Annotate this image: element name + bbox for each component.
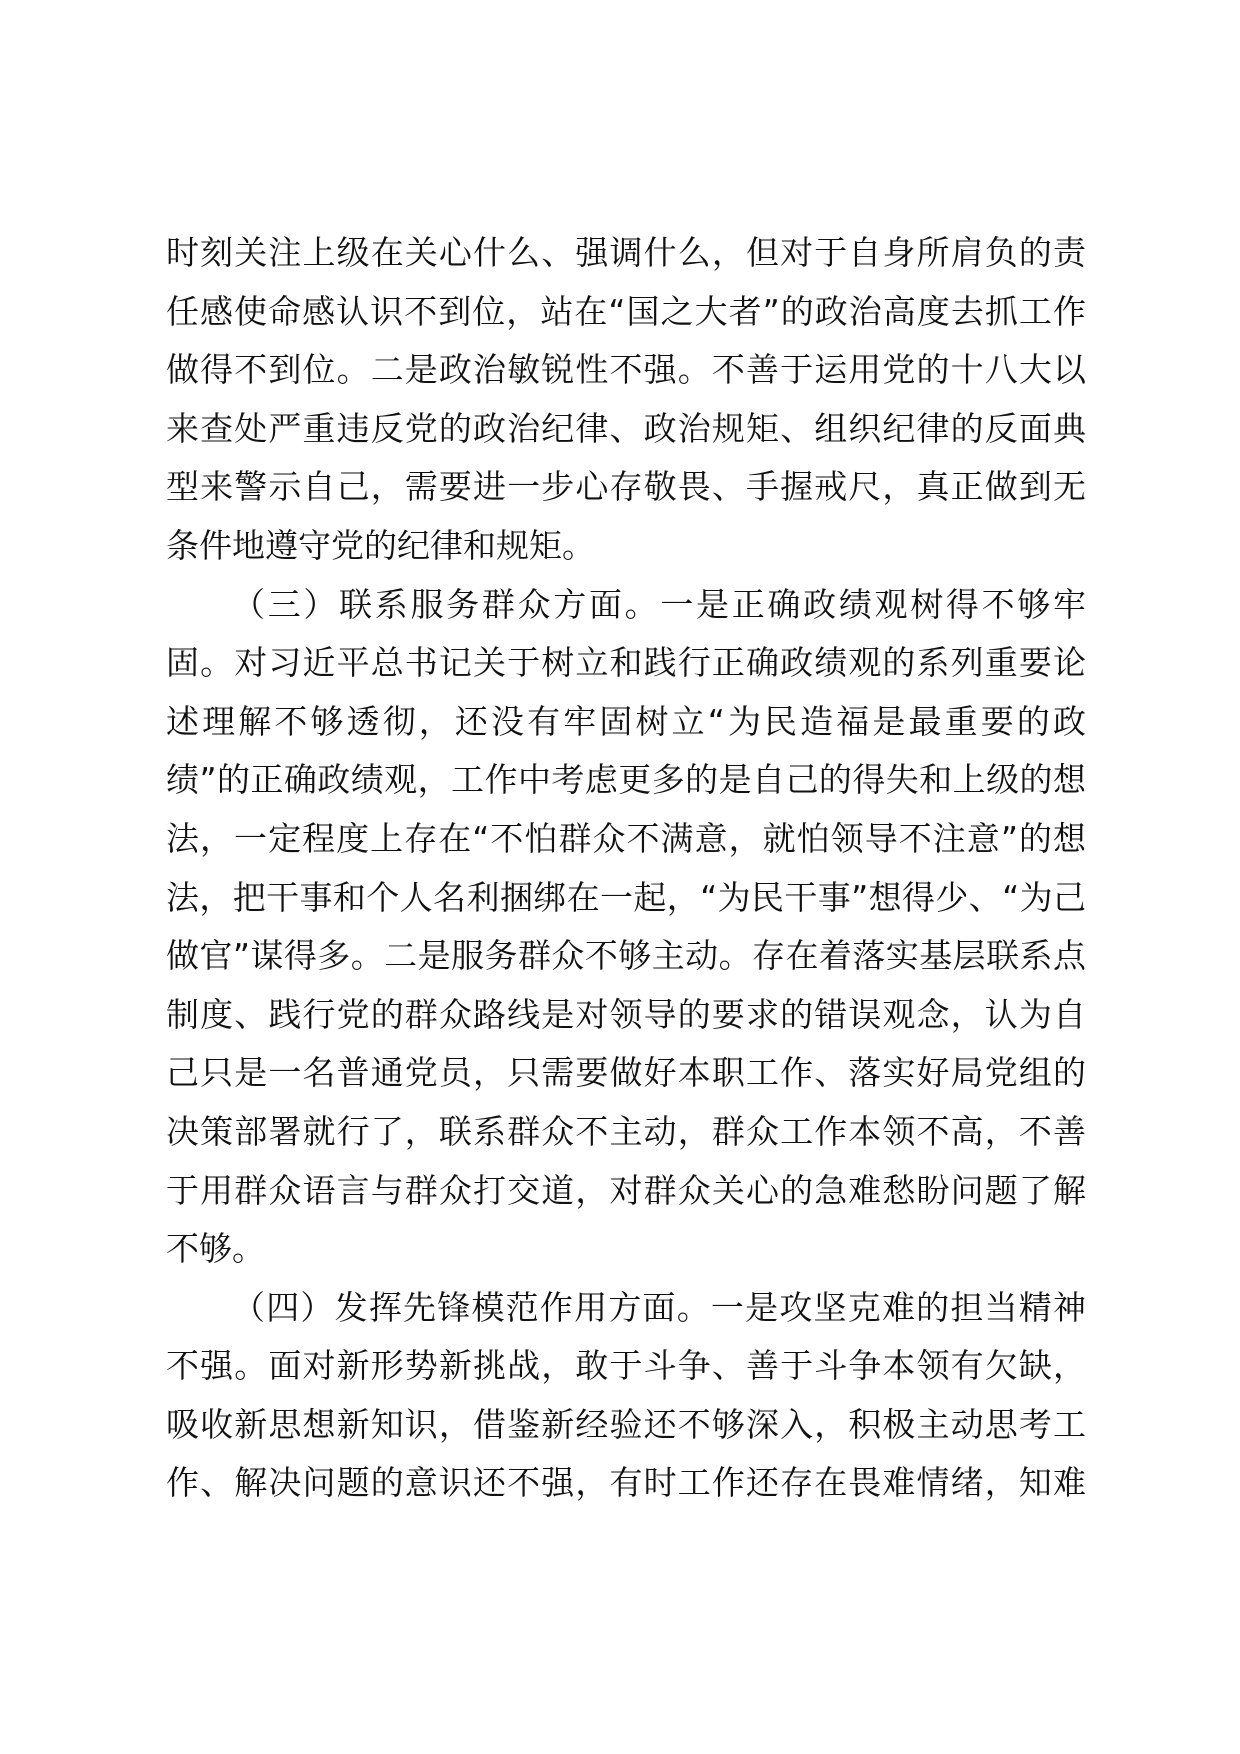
text-line: 绩”的正确政绩观，工作中考虑更多的是自己的得失和上级的想 [166, 760, 1086, 800]
text-line: 固。对习近平总书记关于树立和践行正确政绩观的系列重要论 [166, 643, 1086, 683]
text-line: 条件地遵守党的纪律和规矩。 [166, 525, 595, 565]
text-line: 型来警示自己，需要进一步心存敬畏、手握戒尺，真正做到无 [166, 467, 1086, 507]
document-body-text [166, 224, 1086, 1513]
text-line: 制度、践行党的群众路线是对领导的要求的错误观念，认为自 [166, 994, 1086, 1034]
text-line: 决策部署就行了，联系群众不主动，群众工作本领不高，不善 [166, 1111, 1086, 1151]
text-line: 作、解决问题的意识还不强，有时工作还存在畏难情绪，知难 [166, 1463, 1086, 1503]
section-heading-line: （三）联系服务群众方面。一是正确政绩观树得不够牢 [232, 584, 1086, 624]
text-line: 不强。面对新形势新挑战，敢于斗争、善于斗争本领有欠缺， [166, 1346, 1086, 1386]
text-line: 于用群众语言与群众打交道，对群众关心的急难愁盼问题了解 [166, 1170, 1086, 1210]
text-line: 做官”谋得多。二是服务群众不够主动。存在着落实基层联系点 [166, 936, 1086, 976]
text-line: 做得不到位。二是政治敏锐性不强。不善于运用党的十八大以 [166, 350, 1086, 390]
text-line: 吸收新思想新知识，借鉴新经验还不够深入，积极主动思考工 [166, 1404, 1086, 1444]
section-heading-line: （四）发挥先锋模范作用方面。一是攻坚克难的担当精神 [232, 1287, 1086, 1327]
text-line: 己只是一名普通党员，只需要做好本职工作、落实好局党组的 [166, 1053, 1086, 1093]
text-line: 法，一定程度上存在“不怕群众不满意，就怕领导不注意”的想 [166, 818, 1086, 858]
text-line: 来查处严重违反党的政治纪律、政治规矩、组织纪律的反面典 [166, 408, 1086, 448]
text-line: 述理解不够透彻，还没有牢固树立“为民造福是最重要的政 [166, 701, 1086, 741]
text-line: 不够。 [166, 1229, 265, 1269]
text-line: 任感使命感认识不到位，站在“国之大者”的政治高度去抓工作 [166, 291, 1086, 331]
text-line: 时刻关注上级在关心什么、强调什么，但对于自身所肩负的责 [166, 233, 1086, 272]
text-line: 法，把干事和个人名利捆绑在一起，“为民干事”想得少、“为己 [166, 877, 1086, 917]
